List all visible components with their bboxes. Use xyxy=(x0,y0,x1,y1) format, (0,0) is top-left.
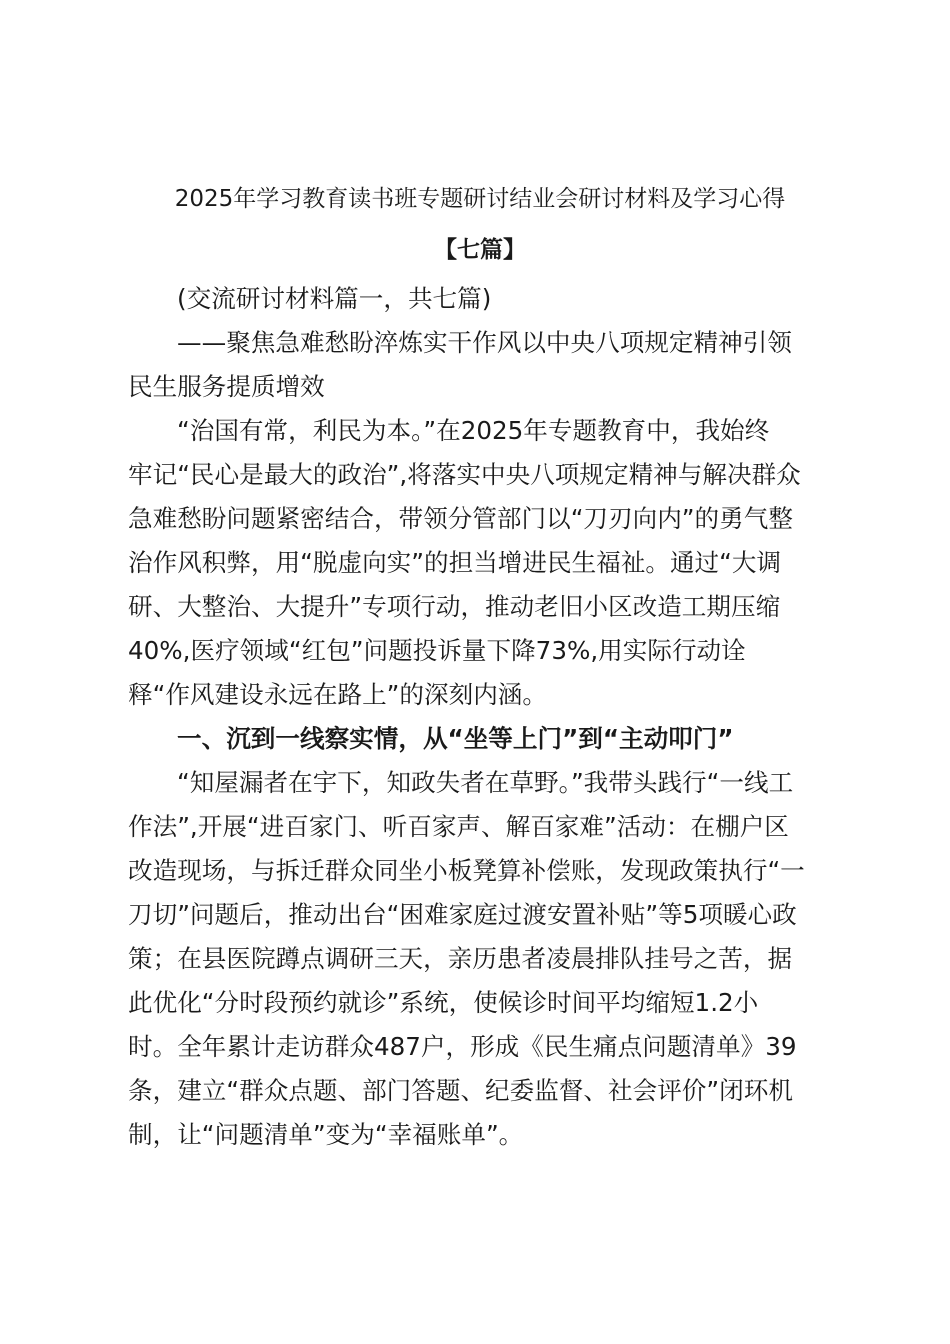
paragraph-line: 治作风积弊，用“脱虚向实”的担当增进民生福祉。通过“大调 xyxy=(128,548,782,577)
paragraph-line: 释“作风建设永远在路上”的深刻内涵。 xyxy=(128,680,547,709)
document-title: 2025年学习教育读书班专题研讨结业会研讨材料及学习心得 xyxy=(174,186,786,212)
paragraph-line: 40%,医疗领域“红包”问题投诉量下降73%,用实际行动诠 xyxy=(128,636,746,665)
paragraph-line: 研、大整治、大提升”专项行动，推动老旧小区改造工期压缩 xyxy=(128,592,781,621)
paragraph-line: “治国有常，利民为本。”在2025年专题教育中，我始终 xyxy=(177,416,770,445)
paragraph-line: 时。全年累计走访群众487户，形成《民生痛点问题清单》39 xyxy=(128,1032,797,1061)
essay-subtitle-line: 民生服务提质增效 xyxy=(128,372,325,401)
paragraph-line: 牢记“民心是最大的政治”,将落实中央八项规定精神与解决群众 xyxy=(128,460,801,489)
series-note: (交流研讨材料篇一，共七篇) xyxy=(177,284,492,313)
document-title-subtitle: 【七篇】 xyxy=(434,237,526,263)
section-heading: 一、沉到一线察实情，从“坐等上门”到“主动叩门” xyxy=(177,724,734,753)
paragraph-line: “知屋漏者在宇下，知政失者在草野。”我带头践行“一线工 xyxy=(177,768,794,797)
paragraph-line: 刀切”问题后，推动出台“困难家庭过渡安置补贴”等5项暖心政 xyxy=(128,900,797,929)
essay-subtitle-line: ——聚焦急难愁盼淬炼实干作风以中央八项规定精神引领 xyxy=(177,328,792,357)
paragraph-line: 改造现场，与拆迁群众同坐小板凳算补偿账，发现政策执行“一 xyxy=(128,856,805,885)
paragraph-line: 制，让“问题清单”变为“幸福账单”。 xyxy=(128,1120,524,1149)
paragraph-line: 策；在县医院蹲点调研三天，亲历患者凌晨排队挂号之苦，据 xyxy=(128,944,793,973)
paragraph-line: 条，建立“群众点题、部门答题、纪委监督、社会评价”闭环机 xyxy=(128,1076,793,1105)
paragraph-line: 作法”,开展“进百家门、听百家声、解百家难”活动：在棚户区 xyxy=(128,812,789,841)
paragraph-line: 此优化“分时段预约就诊”系统，使候诊时间平均缩短1.2小 xyxy=(128,988,759,1017)
paragraph-line: 急难愁盼问题紧密结合，带领分管部门以“刀刃向内”的勇气整 xyxy=(128,504,793,533)
